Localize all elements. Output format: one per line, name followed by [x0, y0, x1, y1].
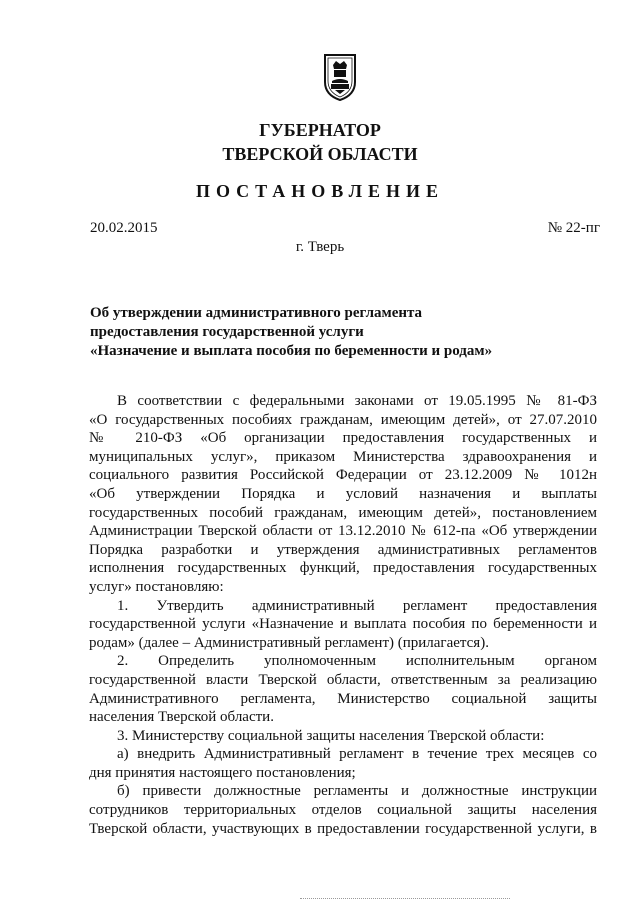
body-line: б) привести должностные регламенты и должностные инструкции — [117, 783, 597, 800]
body-line: Администрации Тверской области от 13.12.2010 № 612-па «Об утверждении — [89, 523, 597, 540]
authority-title-line-2: ТВЕРСКОЙ ОБЛАСТИ — [222, 144, 418, 164]
subject-line: Об утверждении административного регламента — [90, 305, 423, 321]
document-city: г. Тверь — [295, 239, 345, 255]
authority-title-line-1: ГУБЕРНАТОР — [259, 120, 381, 140]
document-number: № 22-пг — [547, 220, 600, 236]
body-line: государственной власти Тверской области, ответственным за реализацию — [89, 671, 597, 688]
coat-of-arms-emblem — [322, 52, 358, 102]
body-line: услуг» постановляю: — [89, 578, 224, 595]
scan-edge-line — [300, 898, 510, 900]
document-date: 20.02.2015 — [90, 220, 158, 236]
body-line: сотрудников территориальных отделов социальной защиты населения — [89, 802, 597, 819]
body-line: государственных пособий гражданам, имеющим детей», постановлением — [89, 504, 597, 521]
body-line: «О государственных пособиях гражданам, имеющим детей», от 27.07.2010 — [89, 411, 597, 428]
body-line: Тверской области, участвующих в предоставлении государственной услуги, в — [89, 820, 597, 837]
body-line: 3. Министерству социальной защиты населения Тверской области: — [117, 727, 545, 744]
body-line: государственной услуги «Назначение и выплата пособия по беременности и — [89, 616, 597, 633]
body-line: дня принятия настоящего постановления; — [89, 764, 356, 781]
body-line: 1. Утвердить административный регламент предоставления — [117, 597, 597, 614]
body-line: исполнения государственных функций, предоставления государственных — [89, 560, 597, 577]
document-type-title: ПОСТАНОВЛЕНИЕ — [195, 181, 445, 201]
body-line: а) внедрить Административный регламент в течение трех месяцев со — [117, 746, 597, 763]
body-line: Административного регламента, Министерство социальной защиты — [89, 690, 597, 707]
body-line: «Об утверждении Порядка и условий назначения и выплаты — [89, 485, 597, 502]
body-line: муниципальных услуг», приказом Министерства здравоохранения и — [89, 448, 597, 465]
document-body — [89, 392, 597, 838]
body-line: Порядка разработки и утверждения административных регламентов — [89, 541, 597, 558]
body-line: № 210-ФЗ «Об организации предоставления государственных и — [89, 430, 597, 447]
body-line: населения Тверской области. — [89, 709, 274, 726]
body-line: 2. Определить уполномоченным исполнительным органом — [117, 653, 597, 670]
subject-line: «Назначение и выплата пособия по беременности и родам» — [90, 343, 493, 359]
body-line: В соответствии с федеральными законами от 19.05.1995 № 81-ФЗ — [117, 393, 597, 409]
body-line: родам» (далее – Административный регламент) (прилагается). — [89, 634, 489, 651]
body-line: социального развития Российской Федерации от 23.12.2009 № 1012н — [89, 467, 597, 484]
subject-line: предоставления государственной услуги — [90, 324, 364, 340]
document-subject — [90, 304, 550, 361]
